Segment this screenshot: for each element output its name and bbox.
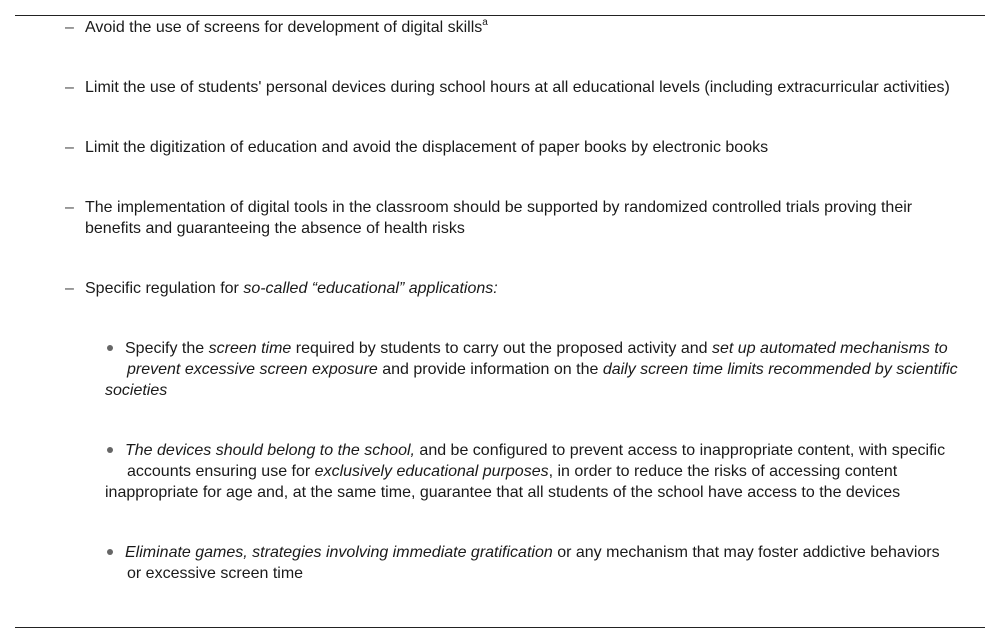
list-item (65, 77, 965, 98)
dash-marker: – (65, 280, 74, 297)
bottom-rule (15, 627, 985, 628)
sub-list-item: Specify the screen time required by students to carry out the proposed activity and set up automated mechanisms to prevent excessive screen exposure and provide information on the daily screen time limits recommended by scientific societies (105, 340, 958, 399)
dash-marker: – (65, 199, 74, 216)
top-rule (15, 15, 985, 16)
list-item (65, 197, 965, 239)
list-item-text: The implementation of digital tools in the classroom should be supported by randomized controlled trials proving their benefits and guaranteeing the absence of health risks (85, 199, 913, 237)
dash-marker: – (65, 139, 74, 156)
list-item (65, 137, 965, 158)
bullet-icon (107, 447, 113, 453)
dash-marker: – (65, 79, 74, 96)
list-item (65, 17, 965, 38)
list-item-text: Limit the use of students' personal devices during school hours at all educational levels (including extracurricular activities) (85, 79, 950, 96)
sub-list-item: The devices should belong to the school, and be configured to prevent access to inappropriate content, with specific accounts ensuring use for exclusively educational purposes, in order to reduce the risks of accessing content inappropriate for age and, at the same time, guarantee that all students of the school have access to the devices (105, 442, 946, 501)
dash-marker: – (65, 19, 74, 36)
list-item (65, 278, 965, 299)
list-item-text: Avoid the use of screens for development of digital skills$^a$ (85, 16, 488, 36)
list-item-text: Specific regulation for so-called “educational” applications: (85, 280, 498, 297)
bullet-icon (107, 549, 113, 555)
list-item-text: Limit the digitization of education and avoid the displacement of paper books by electronic books (85, 139, 769, 156)
bullet-icon (107, 345, 113, 351)
sub-list-item: Eliminate games, strategies involving immediate gratification or any mechanism that may foster addictive behaviors or excessive screen time (105, 542, 965, 584)
footnote-marker: a (482, 16, 488, 28)
